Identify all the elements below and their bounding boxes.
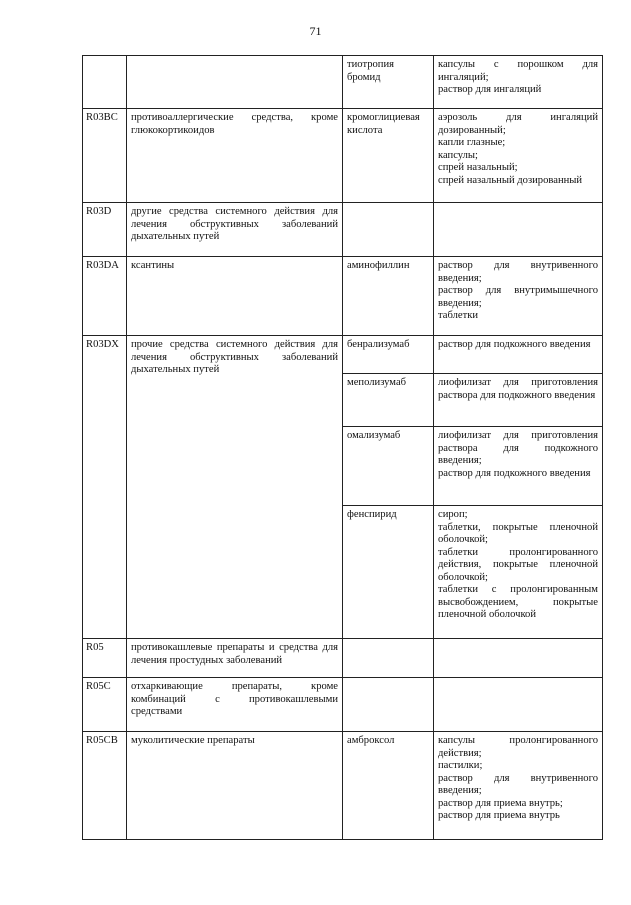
dosage-form <box>434 639 603 678</box>
group-name: отхаркивающие препараты, кроме комбинаций с противокашлевыми средствами <box>127 678 343 732</box>
atc-code: R03DA <box>83 257 127 336</box>
drug-name: аминофиллин <box>343 257 434 336</box>
dosage-form <box>434 732 603 840</box>
drug-name: фенспирид <box>343 506 434 639</box>
atc-code <box>83 56 127 109</box>
drug-name: бенрализумаб <box>343 336 434 374</box>
drug-name <box>343 639 434 678</box>
dosage-form-line: таблетки с пролонгированным высвобождением, покрытые пленочной оболочкой <box>438 584 598 620</box>
dosage-form-line: раствор для подкожного введения <box>438 339 591 350</box>
group-name: ксантины <box>127 257 343 336</box>
drug-name: тиотропия бромид <box>343 56 434 109</box>
dosage-form-line: капсулы; <box>438 149 478 161</box>
dosage-form <box>434 109 603 203</box>
group-name <box>127 56 343 109</box>
atc-code: R05CB <box>83 732 127 840</box>
dosage-form-line: аэрозоль для ингаляций дозированный; <box>438 112 598 136</box>
atc-code: R03BC <box>83 109 127 203</box>
dosage-form-line: раствор для приема внутрь; <box>438 797 563 809</box>
dosage-form-line: раствор для приема внутрь <box>438 810 560 821</box>
atc-code: R05 <box>83 639 127 678</box>
atc-code: R03D <box>83 203 127 257</box>
dosage-form <box>434 203 603 257</box>
group-name: другие средства системного действия для лечения обструктивных заболеваний дыхательных путей <box>127 203 343 257</box>
table-row <box>83 203 603 257</box>
dosage-form-line: таблетки, покрытые пленочной оболочкой; <box>438 521 598 545</box>
group-name: противокашлевые препараты и средства для лечения простудных заболеваний <box>127 639 343 678</box>
dosage-form <box>434 506 603 639</box>
atc-code: R05C <box>83 678 127 732</box>
drug-name <box>343 678 434 732</box>
dosage-form-line: капсулы с порошком для ингаляций; <box>438 59 598 83</box>
dosage-form <box>434 374 603 427</box>
dosage-form-line: раствор для внутримышечного введения; <box>438 285 598 309</box>
table-row <box>83 639 603 678</box>
dosage-form-line: раствор для внутривенного введения; <box>438 260 598 284</box>
table-row <box>83 678 603 732</box>
dosage-form-line: раствор для ингаляций <box>438 84 542 95</box>
dosage-form-line: сироп; <box>438 509 468 520</box>
table-row <box>83 257 603 336</box>
dosage-form-line: раствор для подкожного введения <box>438 467 591 479</box>
dosage-form-line: таблетки <box>438 310 479 321</box>
dosage-form <box>434 336 603 374</box>
dosage-form <box>434 427 603 506</box>
drug-table <box>82 55 603 840</box>
atc-code: R03DX <box>83 336 127 639</box>
dosage-form-line: раствор для внутривенного введения; <box>438 772 598 796</box>
drug-name: омализумаб <box>343 427 434 506</box>
dosage-form-line: капсулы пролонгированного действия; <box>438 735 598 759</box>
dosage-form-line: капли глазные; <box>438 137 506 148</box>
drug-name: кромоглициевая кислота <box>343 109 434 203</box>
page-number: 71 <box>309 24 322 38</box>
table-row <box>83 336 603 374</box>
group-name: противоаллергические средства, кроме глюкокортикоидов <box>127 109 343 203</box>
drug-name: амброксол <box>343 732 434 840</box>
dosage-form-line: пастилки; <box>438 760 483 771</box>
drug-name <box>343 203 434 257</box>
drug-name: меполизумаб <box>343 374 434 427</box>
dosage-form <box>434 257 603 336</box>
dosage-form-line: лиофилизат для приготовления раствора для подкожного введения <box>438 377 598 401</box>
dosage-form <box>434 678 603 732</box>
dosage-form-line: спрей назальный дозированный <box>438 174 583 186</box>
dosage-form-line: спрей назальный; <box>438 162 518 173</box>
group-name: муколитические препараты <box>127 732 343 840</box>
dosage-form <box>434 56 603 109</box>
table-row <box>83 109 603 203</box>
table-row <box>83 732 603 840</box>
dosage-form-line: таблетки пролонгированного действия, покрытые пленочной оболочкой; <box>438 546 598 583</box>
dosage-form-line: лиофилизат для приготовления раствора для подкожного введения; <box>438 430 598 466</box>
table-row <box>83 56 603 109</box>
group-name: прочие средства системного действия для лечения обструктивных заболеваний дыхательных путей <box>127 336 343 639</box>
